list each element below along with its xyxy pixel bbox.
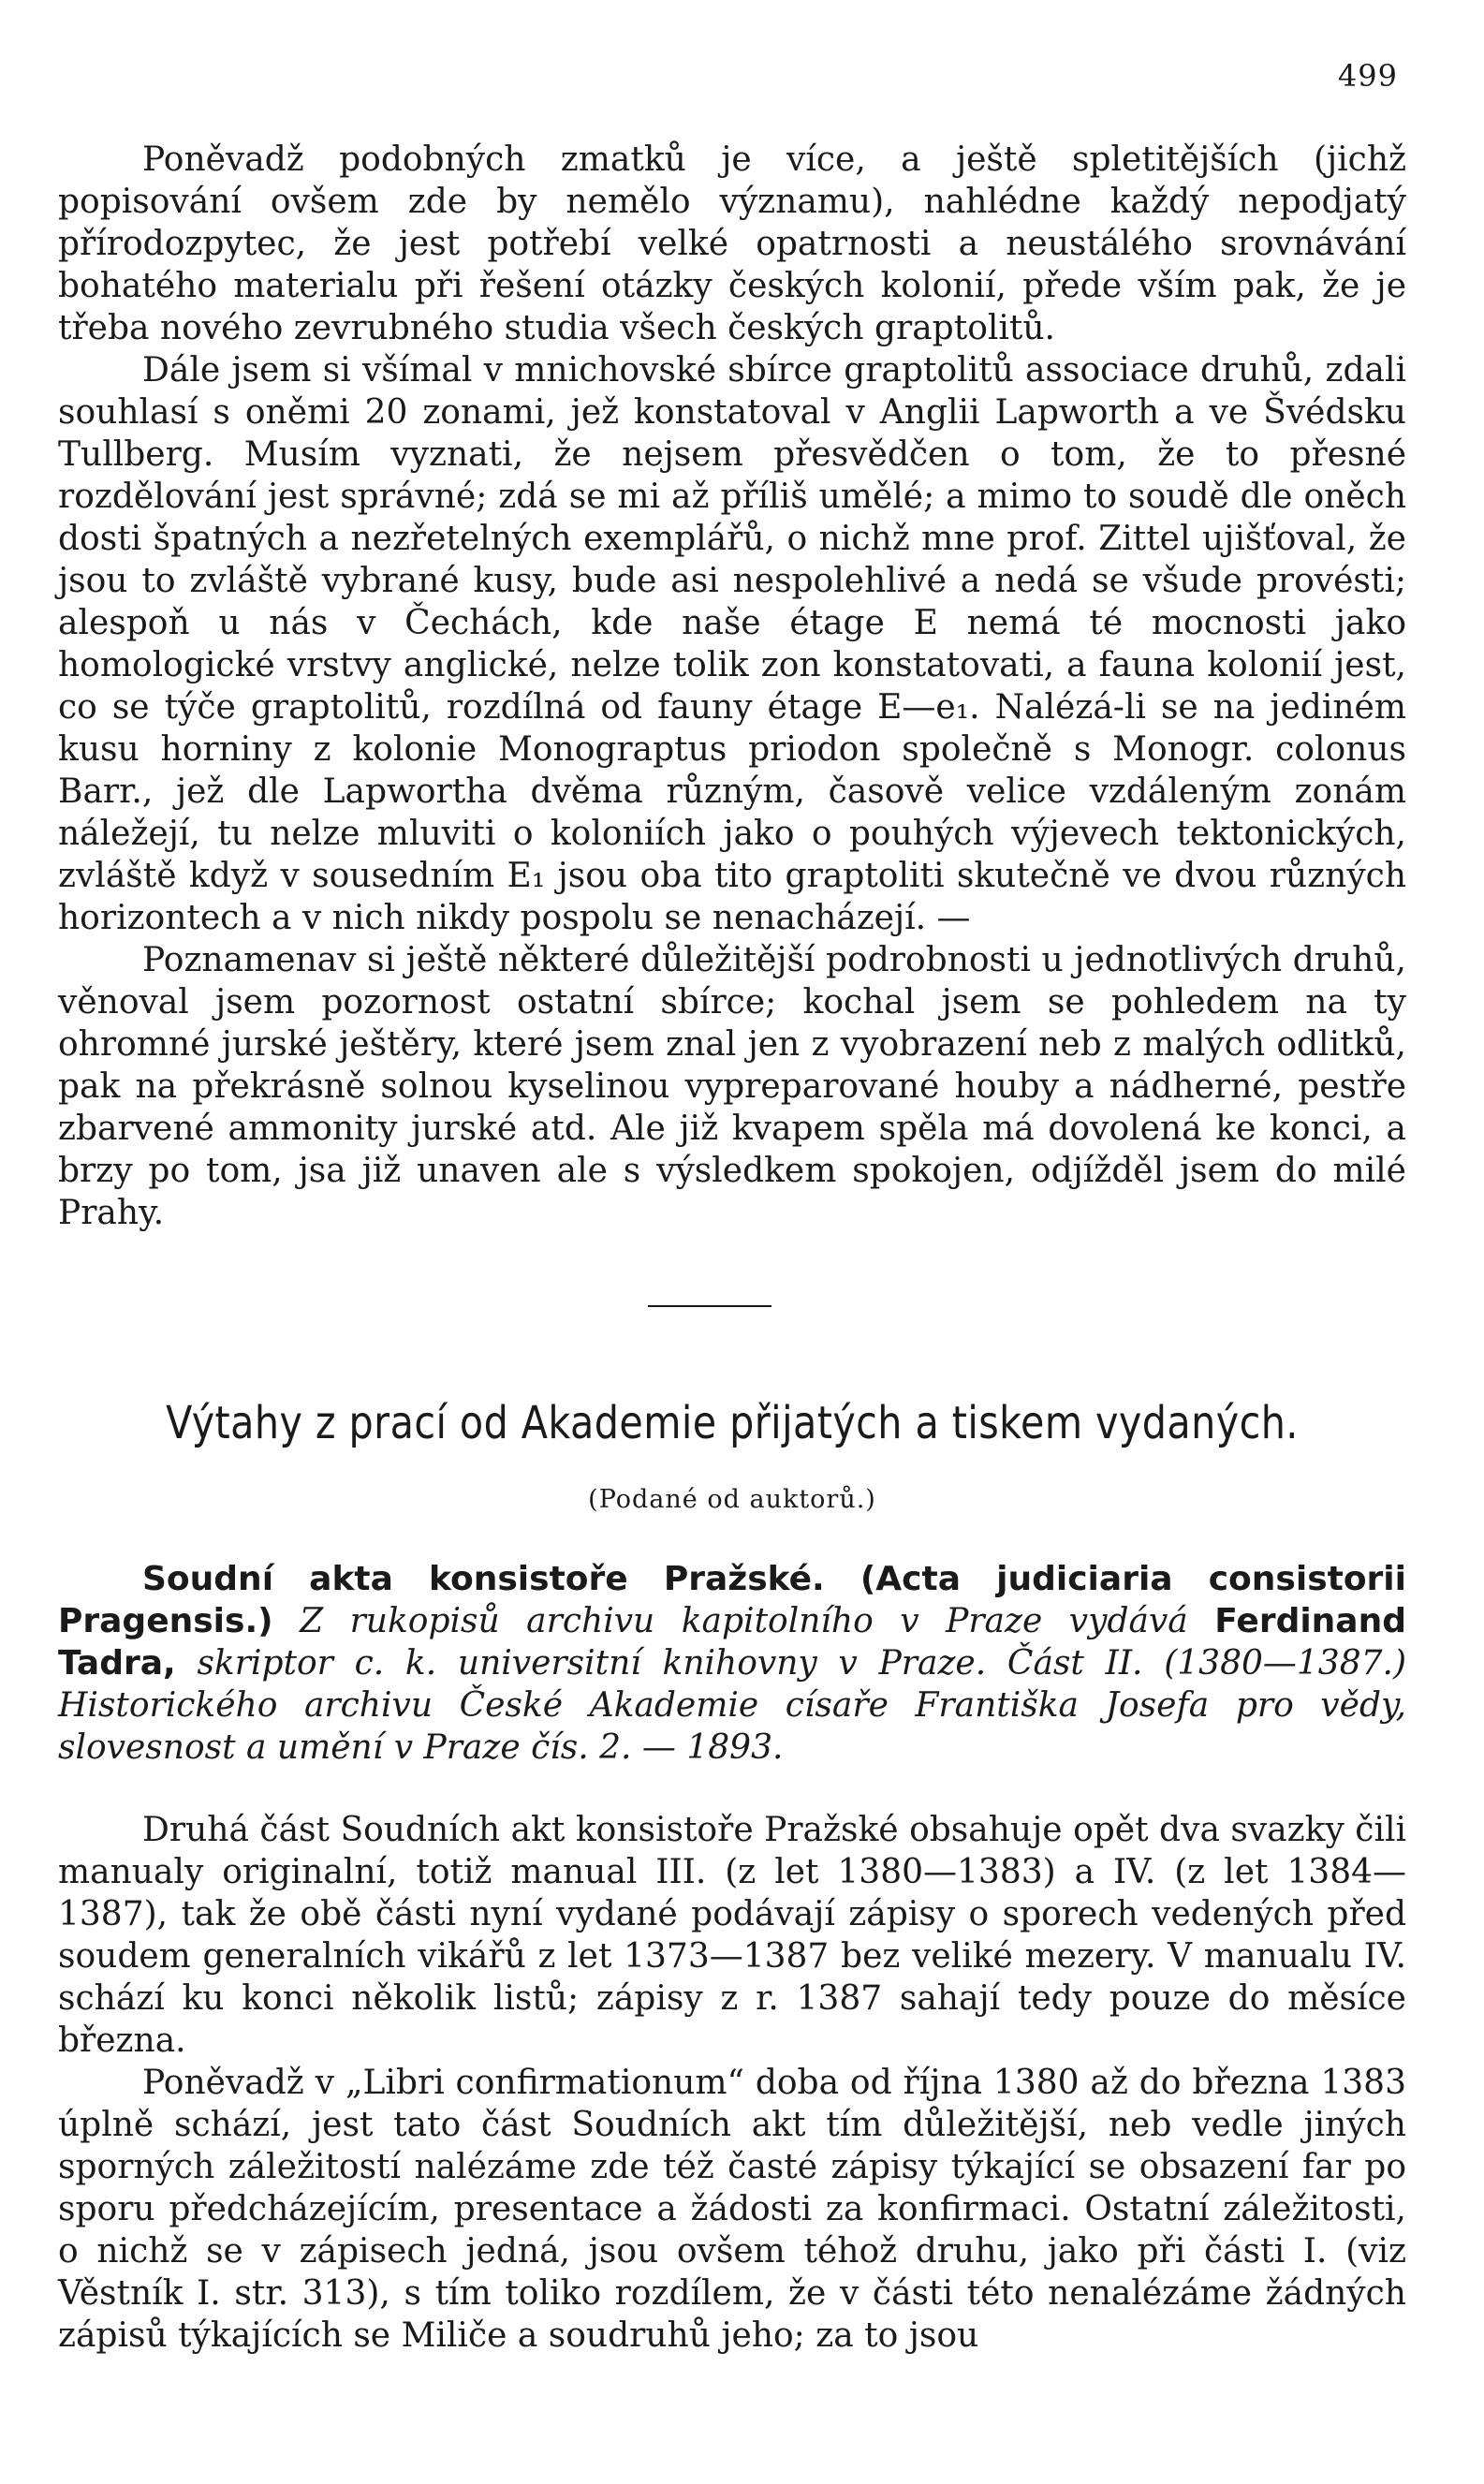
section-subtitle: (Podané od auktorů.) xyxy=(588,1485,876,1514)
paragraph: Poznamenav si ještě některé důležitější podrobnosti u jednotlivých druhů, věnoval jsem pozornost ostatní sbírce; kochal jsem se pohledem na ty ohromné jurské ještěry, které jsem znal jen z vyobrazení neb z malých odlitků, pak na překrásně solnou kyselinou vypreparované houby a nádherné, pestře zbarvené ammonity jurské atd. Ale již kvapem spěla má dovolená ke konci, a brzy po tom, jsa již unaven ale s výsledkem spokojen, odjížděl jsem do milé Prahy. xyxy=(58,941,1406,1232)
paragraph: Poněvadž v „Libri confirmationum“ doba od října 1380 až do března 1383 úplně schází, jest tato část Soudních akt tím důležitější, neb vedle jiných sporných záležitostí nalézáme zde též časté zápisy týkající se obsazení far po sporu předcházejícím, presentace a žádosti za konfirmaci. Ostatní záležitosti, o nichž se v zápisech jedná, jsou ovšem téhož druhu, jako při části I. (viz Věstník I. str. 313), s tím toliko rozdílem, že v části této nenalézáme žádných zápisů týkajících se Miliče a soudruhů jeho; za to jsou xyxy=(58,2064,1406,2355)
entry-title: Soudní akta konsistoře Pražské. (Acta judiciaria consistorii Pragensis.) xyxy=(58,1560,1406,1640)
top-text-block xyxy=(58,139,1406,1234)
bibliographic-entry xyxy=(58,1558,1406,1769)
section-divider xyxy=(648,1305,771,1307)
entry-paragraph xyxy=(58,1558,1406,1769)
entry-source: Z rukopisů archivu kapitolního v Praze vydává xyxy=(300,1602,1188,1640)
body-text-block xyxy=(58,1809,1406,2357)
entry-details: skriptor c. k. universitní knihovny v Praze. Část II. (1380—1387.) Historického archivu České Akademie císaře Františka Josefa pro vědy, slovesnost a umění v Praze čís. 2. — 1893. xyxy=(58,1644,1406,1767)
paragraph: Poněvadž podobných zmatků je více, a ještě spletitějších (jichž popisování ovšem zde by nemělo významu), nahlédne každý nepodjatý přírodozpytec, že jest potřebí velké opatrnosti a neustálého srovnávání bohatého materialu při řešení otázky českých kolonií, přede vším pak, že je třeba nového zevrubného studia všech českých graptolitů. xyxy=(58,140,1406,347)
paragraph: Druhá část Soudních akt konsistoře Pražské obsahuje opět dva svazky čili manualy originalní, totiž manual III. (z let 1380—1383) a IV. (z let 1384—1387), tak že obě části nyní vydané podávají zápisy o sporech vedených před soudem generalních vikářů z let 1373—1387 bez veliké mezery. V manualu IV. schází ku konci několik listů; zápisy z r. 1387 sahají tedy pouze do měsíce března. xyxy=(58,1811,1406,2060)
paragraph: Dále jsem si všímal v mnichovské sbírce graptolitů associace druhů, zdali souhlasí s oněmi 20 zonami, jež konstatoval v Anglii Lapworth a ve Švédsku Tullberg. Musím vyznati, že nejsem přesvědčen o tom, že to přesné rozdělování jest správné; zdá se mi až příliš umělé; a mimo to soudě dle oněch dosti špatných a nezřetelných exemplářů, o nichž mne prof. Zittel ujišťoval, že jsou to zvláště vybrané kusy, bude asi nespolehlivé a nedá se všude provésti; alespoň u nás v Čechách, kde naše étage E nemá té mocnosti jako homologické vrstvy anglické, nelze tolik zon konstatovati, a fauna kolonií jest, co se týče graptolitů, rozdílná od fauny étage E—e₁. Nalézá-li se na jediném kusu horniny z kolonie Monograptus priodon společně s Monogr. colonus Barr., jež dle Lapwortha dvěma různým, časově velice vzdáleným zonám náležejí, tu nelze mluviti o koloniích jako o pouhých výjevech tektonických, zvláště když v sousedním E₁ jsou oba tito graptoliti skutečně ve dvou různých horizontech a v nich nikdy pospolu se nenacházejí. — xyxy=(58,351,1406,937)
entry-editor: Ferdinand Tadra, xyxy=(58,1602,1406,1683)
page-number: 499 xyxy=(1337,58,1398,94)
section-title: Výtahy z prací od Akademie přijatých a tiskem vydaných. xyxy=(166,1397,1299,1449)
